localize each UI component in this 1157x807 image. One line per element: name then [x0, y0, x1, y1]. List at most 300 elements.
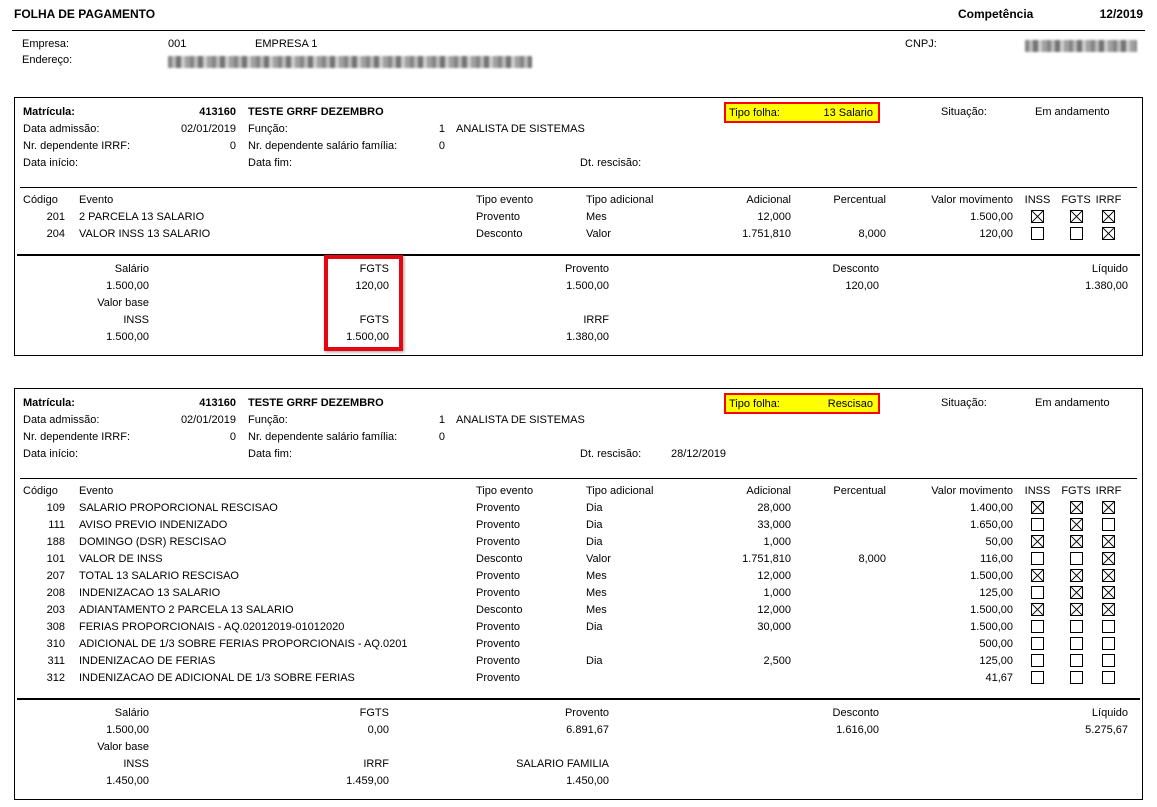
event-cell-codigo: 311 — [47, 654, 65, 667]
event-cell-codigo: 310 — [46, 637, 65, 650]
percentual-header: Percentual — [833, 193, 886, 206]
codigo-header: Código — [23, 484, 58, 497]
event-cell-irrf — [1092, 210, 1125, 223]
totals-label: Desconto — [832, 707, 879, 719]
situacao-label: Situação: — [941, 397, 987, 409]
event-cell-tipo-evento: Provento — [476, 586, 521, 599]
fgts-checkbox — [1070, 210, 1083, 223]
event-cell-inss — [1015, 654, 1060, 667]
totals-value: 1.500,00 — [106, 724, 149, 736]
event-cell-fgts — [1060, 637, 1092, 650]
fgts-checkbox — [1070, 518, 1083, 531]
irrf-header: IRRF — [1095, 193, 1122, 206]
event-row — [15, 584, 1142, 601]
data-admissao-value: 02/01/2019 — [180, 414, 236, 426]
inss-header: INSS — [1024, 193, 1051, 206]
totals-base-value — [879, 773, 1136, 790]
event-cell-valor-movimento: 1.500,00 — [970, 210, 1013, 223]
evento-header: Evento — [79, 193, 114, 206]
event-row — [15, 225, 1142, 242]
event-cell-valor-movimento: 1.650,00 — [970, 518, 1013, 531]
irrf-header: IRRF — [1095, 484, 1122, 497]
event-cell-irrf — [1092, 654, 1125, 667]
header-rule — [12, 30, 1145, 31]
totals-base-label: IRRF — [363, 758, 389, 770]
event-cell-adicional: 12,000 — [757, 603, 791, 616]
inss-checkbox — [1031, 620, 1044, 633]
event-cell-codigo: 201 — [46, 210, 65, 223]
totals-label: FGTS — [359, 707, 389, 719]
event-cell-inss — [1015, 535, 1060, 548]
totals-grid — [15, 705, 1142, 790]
totals-base-value: 1.500,00 — [106, 331, 149, 343]
nr-dependente-sf-value: 0 — [438, 431, 445, 443]
event-cell-fgts — [1060, 620, 1092, 633]
valor-base-label: Valor base — [97, 741, 149, 753]
valor-base-label — [879, 739, 1136, 756]
totals-value: 120,00 — [845, 280, 879, 292]
nr-dependente-irrf-label: Nr. dependente IRRF: — [23, 431, 131, 443]
dt-rescisao-label: Dt. rescisão: — [580, 157, 642, 169]
event-cell-valor-movimento: 50,00 — [985, 535, 1013, 548]
funcao-code: 1 — [438, 123, 445, 135]
tipo-folha-highlight — [724, 393, 880, 414]
event-cell-fgts — [1060, 210, 1092, 223]
data-fim-label: Data fim: — [248, 448, 293, 460]
valor-base-label — [389, 739, 609, 756]
fgts-header: FGTS — [1061, 484, 1091, 497]
data-admissao-value: 02/01/2019 — [180, 123, 236, 135]
events-header-row — [15, 191, 1142, 208]
totals-label: FGTS — [359, 263, 389, 275]
totals-value: 1.380,00 — [1085, 280, 1128, 292]
tipo-folha-label: Tipo folha: — [729, 397, 780, 410]
event-cell-valor-movimento: 1.500,00 — [970, 620, 1013, 633]
valor-base-label — [609, 295, 879, 312]
event-cell-tipo-evento: Provento — [476, 501, 521, 514]
events-table — [15, 191, 1142, 242]
event-cell-tipo-evento: Provento — [476, 637, 521, 650]
irrf-checkbox — [1102, 569, 1115, 582]
inss-checkbox — [1031, 603, 1044, 616]
totals-base-value — [879, 329, 1136, 346]
totals-base-label: SALARIO FAMILIA — [516, 758, 609, 770]
evento-header: Evento — [79, 484, 114, 497]
event-row — [15, 208, 1142, 225]
valor-base-label — [389, 295, 609, 312]
totals-grid — [15, 261, 1142, 346]
employee-name: TESTE GRRF DEZEMBRO — [248, 397, 384, 409]
totals-value: 0,00 — [367, 724, 389, 736]
event-cell-tipo-adicional: Dia — [586, 501, 603, 514]
events-table — [15, 482, 1142, 686]
totals-base-value: 1.380,00 — [566, 331, 609, 343]
event-cell-tipo-evento: Desconto — [476, 227, 523, 240]
event-cell-tipo-evento: Provento — [476, 654, 521, 667]
empresa-name: EMPRESA 1 — [255, 38, 318, 50]
event-cell-codigo: 208 — [46, 586, 65, 599]
event-cell-percentual: 8,000 — [858, 227, 886, 240]
event-cell-evento: VALOR DE INSS — [79, 552, 163, 565]
matricula-label: Matrícula: — [23, 106, 75, 118]
event-cell-evento: VALOR INSS 13 SALARIO — [79, 227, 211, 240]
tipo-adicional-header: Tipo adicional — [586, 484, 654, 497]
event-cell-evento: DOMINGO (DSR) RESCISAO — [79, 535, 227, 548]
endereco-label: Endereço: — [22, 54, 73, 66]
event-cell-irrf — [1092, 586, 1125, 599]
event-row — [15, 567, 1142, 584]
event-cell-adicional: 1.751,810 — [742, 227, 791, 240]
totals-base-value: 1.450,00 — [106, 775, 149, 787]
event-cell-fgts — [1060, 518, 1092, 531]
payroll-section — [14, 97, 1143, 356]
events-rows — [15, 499, 1142, 686]
totals-base-label: IRRF — [583, 314, 609, 326]
event-cell-irrf — [1092, 552, 1125, 565]
event-cell-adicional: 12,000 — [757, 210, 791, 223]
page-title: FOLHA DE PAGAMENTO — [14, 7, 156, 21]
totals-base-value — [609, 329, 879, 346]
totals-label: Provento — [564, 263, 609, 275]
tipo-evento-header: Tipo evento — [476, 484, 534, 497]
event-cell-fgts — [1060, 671, 1092, 684]
tipo-evento-header: Tipo evento — [476, 193, 534, 206]
nr-dependente-irrf-value: 0 — [229, 140, 236, 152]
matricula-value: 413160 — [199, 397, 236, 409]
event-cell-evento: AVISO PREVIO INDENIZADO — [79, 518, 228, 531]
irrf-checkbox — [1102, 518, 1115, 531]
event-row — [15, 533, 1142, 550]
totals-base-label: INSS — [123, 758, 149, 770]
fgts-checkbox — [1070, 535, 1083, 548]
cnpj-redacted-value — [1025, 40, 1137, 52]
nr-dependente-irrf-value: 0 — [229, 431, 236, 443]
totals-divider — [17, 698, 1140, 700]
event-cell-irrf — [1092, 620, 1125, 633]
event-cell-inss — [1015, 671, 1060, 684]
event-cell-inss — [1015, 603, 1060, 616]
funcao-label: Função: — [248, 414, 288, 426]
event-cell-valor-movimento: 41,67 — [985, 671, 1013, 684]
event-cell-irrf — [1092, 501, 1125, 514]
event-cell-evento: ADICIONAL DE 1/3 SOBRE FERIAS PROPORCIONAIS - AQ.0201 — [79, 637, 408, 650]
event-cell-irrf — [1092, 518, 1125, 531]
matricula-label: Matrícula: — [23, 397, 75, 409]
fgts-checkbox — [1070, 671, 1083, 684]
event-row — [15, 499, 1142, 516]
fgts-checkbox — [1070, 603, 1083, 616]
totals-divider — [17, 254, 1140, 256]
inss-checkbox — [1031, 552, 1044, 565]
fgts-checkbox — [1070, 654, 1083, 667]
event-cell-evento: SALARIO PROPORCIONAL RESCISAO — [79, 501, 278, 514]
event-cell-codigo: 188 — [46, 535, 65, 548]
event-cell-inss — [1015, 620, 1060, 633]
adicional-header: Adicional — [746, 484, 791, 497]
event-cell-codigo: 207 — [46, 569, 65, 582]
totals-label: Salário — [114, 707, 149, 719]
nr-dependente-sf-label: Nr. dependente salário família: — [248, 431, 398, 443]
irrf-checkbox — [1102, 603, 1115, 616]
funcao-code: 1 — [438, 414, 445, 426]
event-cell-tipo-adicional: Dia — [586, 518, 603, 531]
event-cell-irrf — [1092, 637, 1125, 650]
event-cell-evento: TOTAL 13 SALARIO RESCISAO — [79, 569, 239, 582]
fgts-checkbox — [1070, 569, 1083, 582]
event-cell-adicional: 33,000 — [757, 518, 791, 531]
data-fim-label: Data fim: — [248, 157, 293, 169]
situacao-value: Em andamento — [1035, 397, 1110, 409]
totals-base-label: INSS — [123, 314, 149, 326]
codigo-header: Código — [23, 193, 58, 206]
event-cell-fgts — [1060, 501, 1092, 514]
tipo-folha-value: 13 Salario — [823, 106, 873, 119]
event-row — [15, 652, 1142, 669]
fgts-checkbox — [1070, 227, 1083, 240]
section-divider — [20, 478, 1137, 479]
inss-checkbox — [1031, 637, 1044, 650]
events-rows — [15, 208, 1142, 242]
inss-checkbox — [1031, 535, 1044, 548]
percentual-header: Percentual — [833, 484, 886, 497]
tipo-folha-value: Rescisao — [827, 397, 873, 410]
irrf-checkbox — [1102, 210, 1115, 223]
payroll-section — [14, 388, 1143, 800]
totals-base-label — [879, 756, 1136, 773]
data-admissao-label: Data admissão: — [23, 414, 100, 426]
nr-dependente-irrf-label: Nr. dependente IRRF: — [23, 140, 131, 152]
inss-checkbox — [1031, 210, 1044, 223]
event-cell-adicional: 12,000 — [757, 569, 791, 582]
inss-checkbox — [1031, 518, 1044, 531]
inss-checkbox — [1031, 671, 1044, 684]
adicional-header: Adicional — [746, 193, 791, 206]
event-cell-valor-movimento: 1.500,00 — [970, 569, 1013, 582]
event-cell-tipo-adicional: Valor — [586, 552, 611, 565]
event-cell-fgts — [1060, 654, 1092, 667]
event-cell-percentual: 8,000 — [858, 552, 886, 565]
event-cell-inss — [1015, 586, 1060, 599]
event-cell-evento: FERIAS PROPORCIONAIS - AQ.02012019-01012020 — [79, 620, 345, 633]
competencia-value: 12/2019 — [1099, 7, 1143, 21]
irrf-checkbox — [1102, 671, 1115, 684]
totals-value: 1.500,00 — [106, 280, 149, 292]
events-header-row — [15, 482, 1142, 499]
fgts-checkbox — [1070, 501, 1083, 514]
cnpj-label: CNPJ: — [905, 38, 937, 50]
irrf-checkbox — [1102, 552, 1115, 565]
nr-dependente-sf-value: 0 — [438, 140, 445, 152]
event-cell-evento: 2 PARCELA 13 SALARIO — [79, 210, 205, 223]
event-cell-tipo-evento: Provento — [476, 569, 521, 582]
event-cell-irrf — [1092, 603, 1125, 616]
event-cell-codigo: 308 — [46, 620, 65, 633]
irrf-checkbox — [1102, 637, 1115, 650]
event-cell-inss — [1015, 569, 1060, 582]
totals-base-value — [609, 773, 879, 790]
event-cell-irrf — [1092, 671, 1125, 684]
data-inicio-label: Data início: — [23, 157, 79, 169]
event-cell-valor-movimento: 500,00 — [979, 637, 1013, 650]
event-cell-tipo-evento: Desconto — [476, 603, 523, 616]
valor-base-label: Valor base — [97, 297, 149, 309]
endereco-redacted-value — [168, 56, 532, 68]
event-cell-evento: INDENIZACAO DE ADICIONAL DE 1/3 SOBRE FERIAS — [79, 671, 355, 684]
event-cell-adicional: 1,000 — [763, 535, 791, 548]
event-cell-evento: INDENIZACAO 13 SALARIO — [79, 586, 221, 599]
totals-block — [15, 254, 1142, 346]
fgts-header: FGTS — [1061, 193, 1091, 206]
event-row — [15, 601, 1142, 618]
event-cell-tipo-adicional: Dia — [586, 535, 603, 548]
event-row — [15, 550, 1142, 567]
event-cell-tipo-evento: Provento — [476, 535, 521, 548]
totals-base-value: 1.500,00 — [346, 331, 389, 343]
event-cell-inss — [1015, 637, 1060, 650]
event-cell-inss — [1015, 552, 1060, 565]
valor-base-label — [149, 739, 389, 756]
event-cell-adicional: 1,000 — [763, 586, 791, 599]
empresa-code: 001 — [168, 38, 187, 50]
event-row — [15, 516, 1142, 533]
event-cell-tipo-evento: Desconto — [476, 552, 523, 565]
event-cell-codigo: 312 — [46, 671, 65, 684]
valor-movimento-header: Valor movimento — [931, 484, 1013, 497]
valor-base-label — [149, 295, 389, 312]
irrf-checkbox — [1102, 501, 1115, 514]
totals-base-label: FGTS — [359, 314, 389, 326]
event-cell-tipo-evento: Provento — [476, 620, 521, 633]
event-cell-codigo: 111 — [48, 518, 65, 531]
irrf-checkbox — [1102, 227, 1115, 240]
dt-rescisao-value: 28/12/2019 — [671, 448, 727, 460]
competencia-label: Competência — [958, 7, 1034, 21]
event-cell-tipo-adicional: Mes — [586, 210, 607, 223]
totals-value: 5.275,67 — [1085, 724, 1128, 736]
totals-base-value: 1.459,00 — [346, 775, 389, 787]
totals-block — [15, 698, 1142, 790]
totals-base-label — [609, 756, 879, 773]
fgts-checkbox — [1070, 620, 1083, 633]
irrf-checkbox — [1102, 586, 1115, 599]
event-cell-tipo-evento: Provento — [476, 518, 521, 531]
irrf-checkbox — [1102, 620, 1115, 633]
event-cell-tipo-adicional: Dia — [586, 654, 603, 667]
totals-label: Líquido — [1091, 707, 1128, 719]
event-cell-evento: INDENIZACAO DE FERIAS — [79, 654, 216, 667]
event-cell-valor-movimento: 1.500,00 — [970, 603, 1013, 616]
fgts-checkbox — [1070, 586, 1083, 599]
valor-movimento-header: Valor movimento — [931, 193, 1013, 206]
situacao-value: Em andamento — [1035, 106, 1110, 118]
event-cell-tipo-adicional: Dia — [586, 620, 603, 633]
event-cell-fgts — [1060, 535, 1092, 548]
situacao-label: Situação: — [941, 106, 987, 118]
valor-base-label — [609, 739, 879, 756]
totals-label: Provento — [564, 707, 609, 719]
totals-label: Líquido — [1091, 263, 1128, 275]
event-cell-tipo-evento: Provento — [476, 671, 521, 684]
event-cell-tipo-adicional: Mes — [586, 603, 607, 616]
event-row — [15, 669, 1142, 686]
valor-base-label — [879, 295, 1136, 312]
fgts-checkbox — [1070, 637, 1083, 650]
event-cell-valor-movimento: 116,00 — [980, 552, 1013, 565]
event-cell-tipo-adicional: Mes — [586, 586, 607, 599]
inss-checkbox — [1031, 569, 1044, 582]
event-cell-irrf — [1092, 227, 1125, 240]
empresa-label: Empresa: — [22, 38, 70, 50]
event-cell-valor-movimento: 125,00 — [979, 586, 1013, 599]
event-cell-codigo: 204 — [46, 227, 65, 240]
totals-value: 1.616,00 — [836, 724, 879, 736]
event-cell-adicional: 1.751,810 — [742, 552, 791, 565]
event-cell-codigo: 101 — [46, 552, 65, 565]
event-row — [15, 635, 1142, 652]
totals-value: 120,00 — [355, 280, 389, 292]
event-cell-inss — [1015, 501, 1060, 514]
totals-label: Salário — [114, 263, 149, 275]
event-cell-valor-movimento: 120,00 — [979, 227, 1013, 240]
tipo-folha-highlight — [724, 102, 880, 123]
tipo-adicional-header: Tipo adicional — [586, 193, 654, 206]
fgts-checkbox — [1070, 552, 1083, 565]
event-cell-fgts — [1060, 227, 1092, 240]
irrf-checkbox — [1102, 654, 1115, 667]
event-cell-tipo-adicional: Mes — [586, 569, 607, 582]
totals-base-label — [879, 312, 1136, 329]
data-inicio-label: Data início: — [23, 448, 79, 460]
nr-dependente-sf-label: Nr. dependente salário família: — [248, 140, 398, 152]
totals-value: 1.500,00 — [566, 280, 609, 292]
event-cell-codigo: 203 — [46, 603, 65, 616]
funcao-name: ANALISTA DE SISTEMAS — [456, 123, 585, 135]
event-cell-fgts — [1060, 603, 1092, 616]
event-cell-fgts — [1060, 586, 1092, 599]
event-cell-evento: ADIANTAMENTO 2 PARCELA 13 SALARIO — [79, 603, 294, 616]
dt-rescisao-label: Dt. rescisão: — [580, 448, 642, 460]
event-cell-inss — [1015, 210, 1060, 223]
totals-base-label — [609, 312, 879, 329]
event-cell-valor-movimento: 125,00 — [979, 654, 1013, 667]
employee-name: TESTE GRRF DEZEMBRO — [248, 106, 384, 118]
event-cell-irrf — [1092, 535, 1125, 548]
inss-checkbox — [1031, 501, 1044, 514]
totals-label: Desconto — [832, 263, 879, 275]
event-cell-adicional: 28,000 — [757, 501, 791, 514]
funcao-name: ANALISTA DE SISTEMAS — [456, 414, 585, 426]
data-admissao-label: Data admissão: — [23, 123, 100, 135]
inss-header: INSS — [1024, 484, 1051, 497]
event-cell-codigo: 109 — [46, 501, 65, 514]
event-cell-inss — [1015, 518, 1060, 531]
event-cell-valor-movimento: 1.400,00 — [970, 501, 1013, 514]
event-cell-irrf — [1092, 569, 1125, 582]
inss-checkbox — [1031, 227, 1044, 240]
matricula-value: 413160 — [199, 106, 236, 118]
event-cell-tipo-evento: Provento — [476, 210, 521, 223]
tipo-folha-label: Tipo folha: — [729, 106, 780, 119]
totals-base-value: 1.450,00 — [566, 775, 609, 787]
event-row — [15, 618, 1142, 635]
event-cell-tipo-adicional: Valor — [586, 227, 611, 240]
irrf-checkbox — [1102, 535, 1115, 548]
inss-checkbox — [1031, 586, 1044, 599]
funcao-label: Função: — [248, 123, 288, 135]
event-cell-fgts — [1060, 552, 1092, 565]
event-cell-adicional: 30,000 — [757, 620, 791, 633]
inss-checkbox — [1031, 654, 1044, 667]
